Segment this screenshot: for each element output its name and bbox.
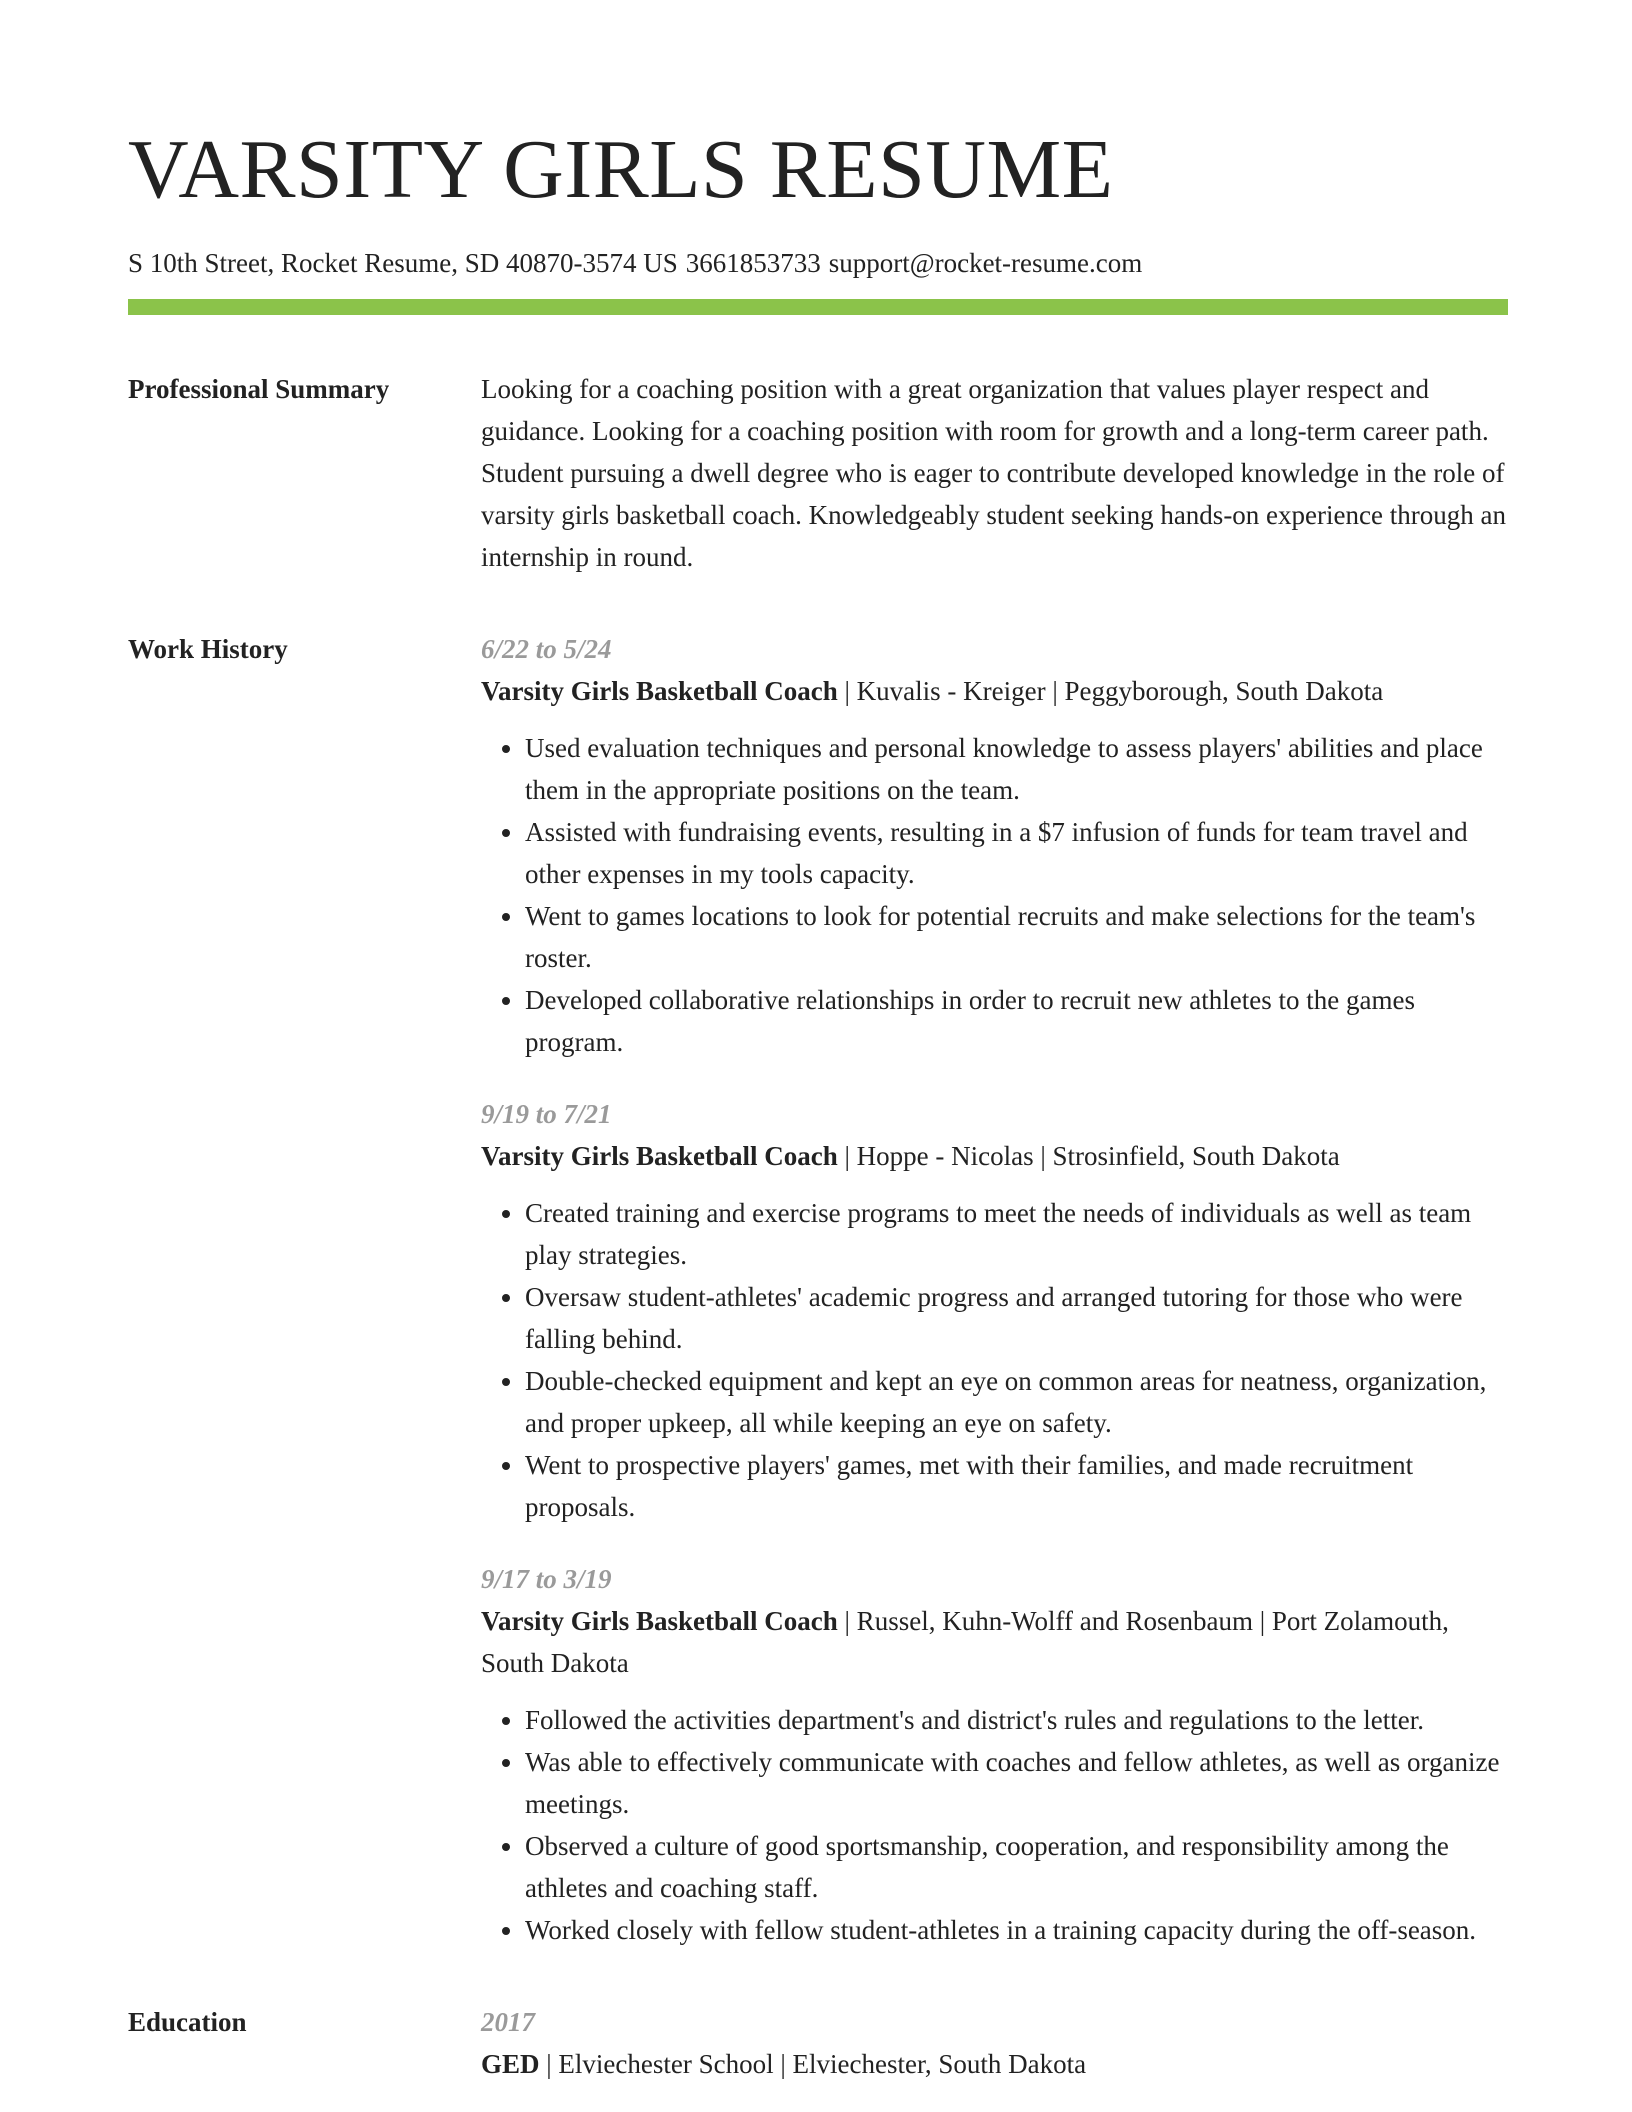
job-entry <box>481 1093 1508 1528</box>
job-employer: | Kuvalis - Kreiger | Peggyborough, South Dakota <box>837 676 1384 706</box>
job-title: Varsity Girls Basketball Coach <box>481 1606 838 1636</box>
job-bullets <box>481 727 1508 1063</box>
contact-line <box>128 246 1508 280</box>
job-bullet: • Followed the activities department's and district's rules and regulations to the letter. <box>525 1699 1508 1741</box>
job-bullet: • Oversaw student-athletes' academic progress and arranged tutoring for those who were falling behind. <box>525 1276 1508 1360</box>
education-label: Education <box>128 2007 247 2037</box>
job-dates: 6/22 to 5/24 <box>481 634 612 664</box>
job-entry <box>481 1558 1508 1951</box>
header-divider <box>128 299 1508 315</box>
job-bullet: • Used evaluation techniques and personal knowledge to assess players' abilities and place them in the appropriate positions on the team. <box>525 727 1508 811</box>
resume-page <box>128 120 1508 2085</box>
job-bullets <box>481 1192 1508 1528</box>
job-bullet: • Went to games locations to look for potential recruits and make selections for the team's roster. <box>525 895 1508 979</box>
job-bullet: • Double-checked equipment and kept an eye on common areas for neatness, organization, and proper upkeep, all while keeping an eye on safety. <box>525 1360 1508 1444</box>
job-title: Varsity Girls Basketball Coach <box>481 676 838 706</box>
education-section <box>128 2001 1508 2085</box>
summary-text: Looking for a coaching position with a great organization that values player respect and guidance. Looking for a coaching position with room for growth and a long-term career path. Student pursuing a dwell degree who is eager to contribute developed knowledge in the role of varsity girls basketball coach. Knowledgeably student seeking hands-on experience through an internship in round. <box>481 374 1506 572</box>
education-school: | Elviechester School | Elviechester, South Dakota <box>539 2049 1087 2079</box>
job-bullet: • Developed collaborative relationships in order to recruit new athletes to the games program. <box>525 979 1508 1063</box>
job-bullet: • Was able to effectively communicate with coaches and fellow athletes, as well as organize meetings. <box>525 1741 1508 1825</box>
job-bullet: • Worked closely with fellow student-athletes in a training capacity during the off-season. <box>525 1909 1508 1951</box>
job-bullet: • Observed a culture of good sportsmanship, cooperation, and responsibility among the athletes and coaching staff. <box>525 1825 1508 1909</box>
work-history-body <box>481 628 1508 1951</box>
education-year: 2017 <box>481 2007 535 2037</box>
job-entry <box>481 628 1508 1063</box>
education-body <box>481 2001 1508 2085</box>
work-history-label: Work History <box>128 634 288 664</box>
job-dates: 9/17 to 3/19 <box>481 1564 612 1594</box>
job-dates: 9/19 to 7/21 <box>481 1099 612 1129</box>
education-heading <box>481 2043 1508 2085</box>
job-bullet: • Assisted with fundraising events, resulting in a $7 infusion of funds for team travel and other expenses in my tools capacity. <box>525 811 1508 895</box>
job-bullet: • Created training and exercise programs to meet the needs of individuals as well as team play strategies. <box>525 1192 1508 1276</box>
education-degree: GED <box>481 2049 540 2079</box>
job-heading <box>481 1135 1508 1177</box>
resume-title: VARSITY GIRLS RESUME <box>128 123 1114 216</box>
summary-section <box>128 368 1508 578</box>
job-heading <box>481 1600 1508 1684</box>
summary-label: Professional Summary <box>128 374 390 404</box>
job-bullet: • Went to prospective players' games, met with their families, and made recruitment proposals. <box>525 1444 1508 1528</box>
job-heading <box>481 670 1508 712</box>
job-employer: | Hoppe - Nicolas | Strosinfield, South Dakota <box>837 1141 1340 1171</box>
job-title: Varsity Girls Basketball Coach <box>481 1141 838 1171</box>
job-bullets <box>481 1699 1508 1951</box>
contact-email: support@rocket-resume.com <box>828 248 1143 278</box>
contact-phone: 3661853733 <box>685 248 821 278</box>
job-employer: | Russel, Kuhn-Wolff and Rosenbaum | Port Zolamouth, South Dakota <box>481 1606 1449 1678</box>
contact-address: S 10th Street, Rocket Resume, SD 40870-3574 US <box>128 248 678 278</box>
work-history-section <box>128 628 1508 1951</box>
